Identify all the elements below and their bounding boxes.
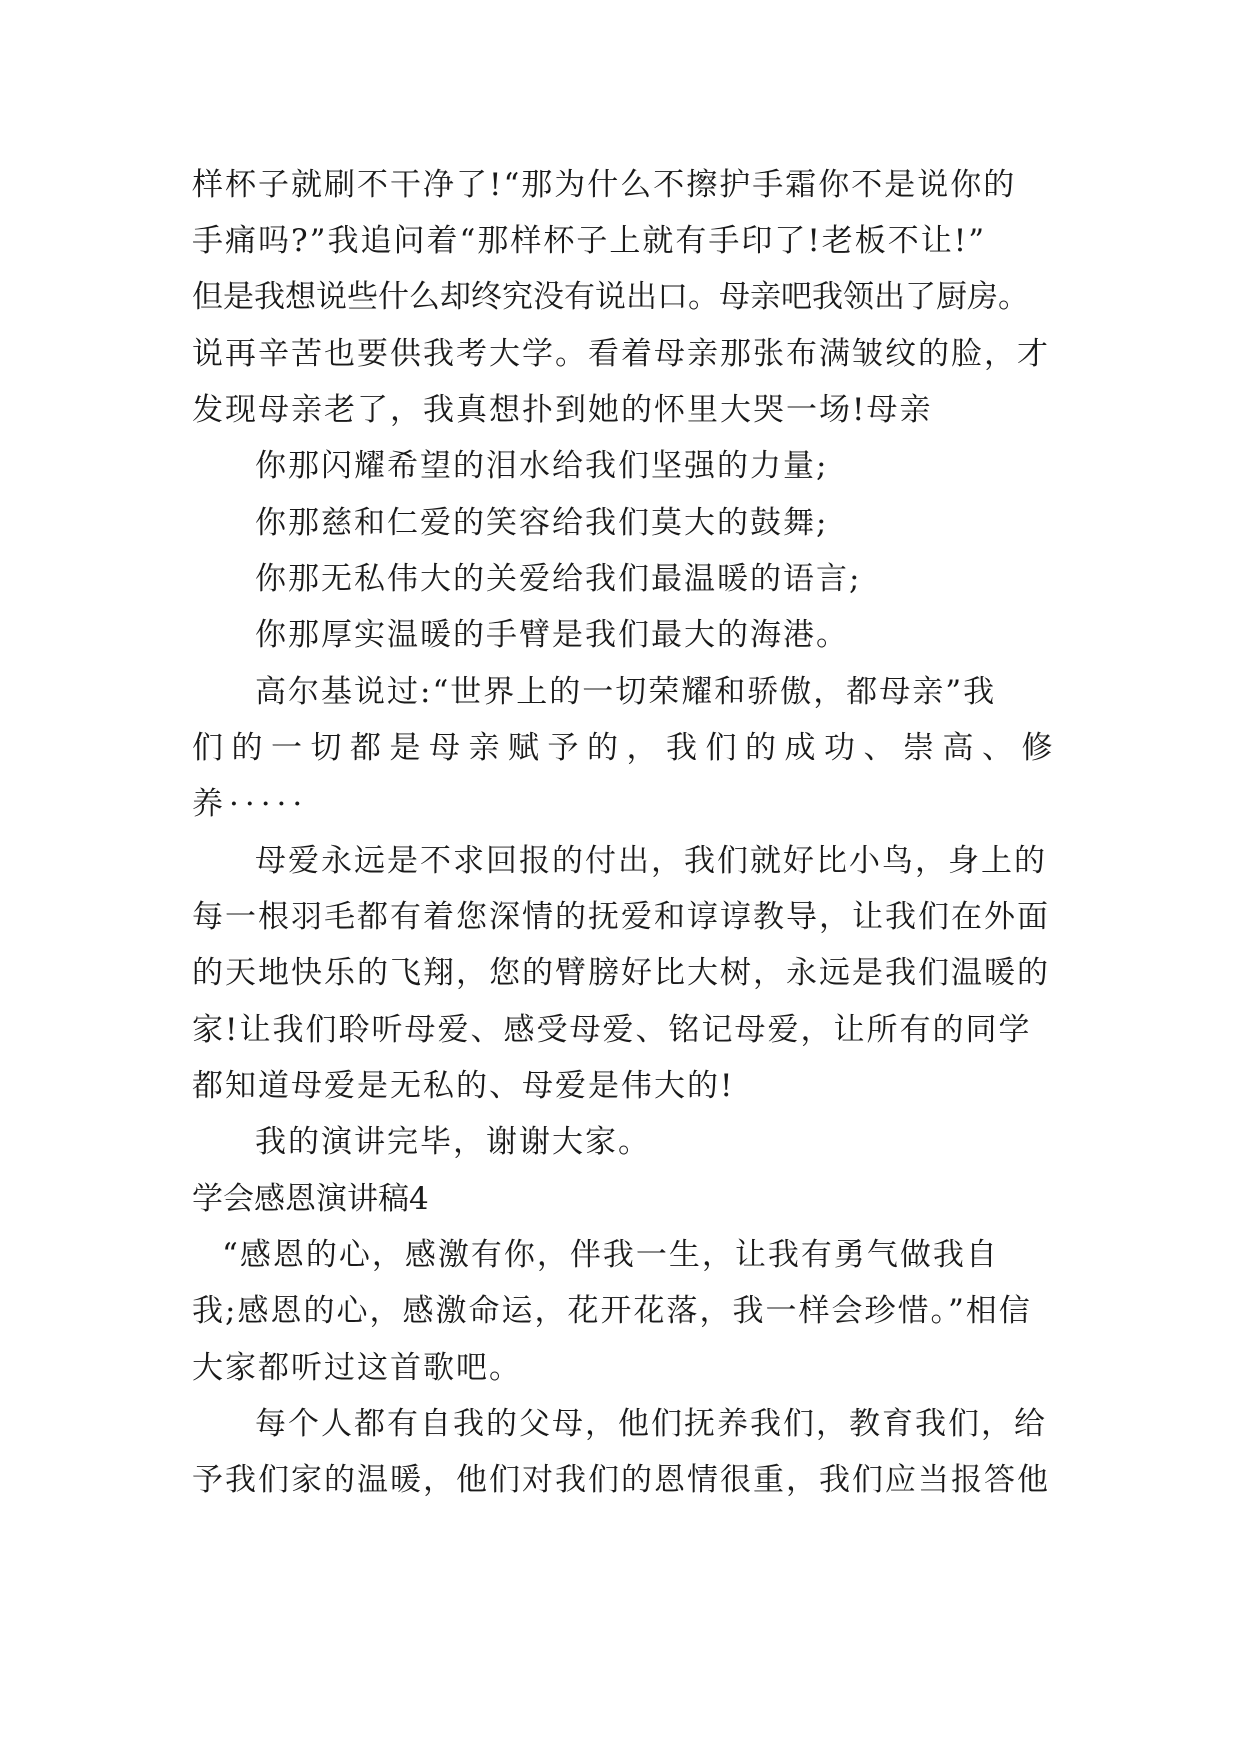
text-line: 高尔基说过:“世界上的一切荣耀和骄傲，都母亲”我 xyxy=(255,674,997,710)
text-line: 予我们家的温暖，他们对我们的恩情很重，我们应当报答他 xyxy=(192,1462,1050,1498)
text-line: 发现母亲老了，我真想扑到她的怀里大哭一场!母亲 xyxy=(192,392,933,428)
text-line: 母爱永远是不求回报的付出，我们就好比小鸟，身上的 xyxy=(255,843,1047,879)
poem-line: 你那闪耀希望的泪水给我们坚强的力量; xyxy=(255,448,829,484)
text-line: 手痛吗?”我追问着“那样杯子上就有手印了!老板不让!” xyxy=(192,223,987,259)
text-line: 每个人都有自我的父母，他们抚养我们，教育我们，给 xyxy=(255,1406,1047,1442)
text-line: 样杯子就刷不干净了!“那为什么不擦护手霜你不是说你的 xyxy=(192,167,1017,203)
text-line: 但是我想说些什么却终究没有说出口。母亲吧我领出了厨房。 xyxy=(192,279,1029,315)
text-line: 大家都听过这首歌吧。 xyxy=(192,1350,522,1386)
poem-line: 你那慈和仁爱的笑容给我们莫大的鼓舞; xyxy=(255,505,829,541)
text-line: 家!让我们聆听母爱、感受母爱、铭记母爱，让所有的同学 xyxy=(192,1012,1032,1048)
text-line: 每一根羽毛都有着您深情的抚爱和谆谆教导，让我们在外面 xyxy=(192,899,1050,935)
text-line: 我的演讲完毕，谢谢大家。 xyxy=(255,1124,651,1160)
text-line: 说再辛苦也要供我考大学。看着母亲那张布满皱纹的脸，才 xyxy=(192,336,1050,372)
text-line: 我;感恩的心，感激命运，花开花落，我一样会珍惜。”相信 xyxy=(192,1293,1032,1329)
text-line: 的天地快乐的飞翔，您的臂膀好比大树，永远是我们温暖的 xyxy=(192,955,1050,991)
text-line: “感恩的心，感激有你，伴我一生，让我有勇气做我自 xyxy=(222,1237,999,1273)
text-line: 们的一切都是母亲赋予的，我们的成功、崇高、修 xyxy=(192,730,1061,766)
section-title: 学会感恩演讲稿4 xyxy=(192,1181,429,1217)
text-line: 养····· xyxy=(192,786,309,822)
poem-line: 你那无私伟大的关爱给我们最温暖的语言; xyxy=(255,561,862,597)
poem-line: 你那厚实温暖的手臂是我们最大的海港。 xyxy=(255,617,849,653)
text-line: 都知道母爱是无私的、母爱是伟大的! xyxy=(192,1068,735,1104)
